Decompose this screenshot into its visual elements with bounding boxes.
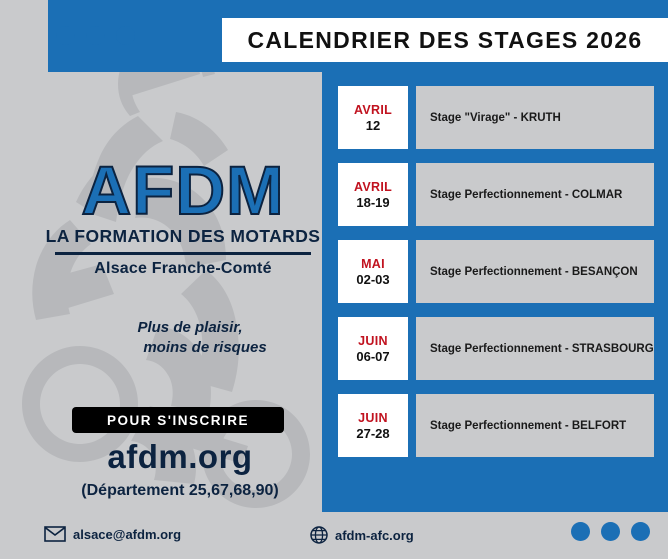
logo-tagline: LA FORMATION DES MOTARDS [45,225,321,246]
calendar-date [338,86,408,149]
page-title-text: CALENDRIER DES STAGES 2026 [247,26,643,53]
calendar-date [338,240,408,303]
calendar-event-label: Stage Perfectionnement - BELFORT [416,394,654,457]
top-left-grey-block [0,0,48,72]
dot [116,26,135,45]
calendar-day: 18-19 [356,194,390,210]
calendar-day: 02-03 [356,271,390,287]
footer [0,512,668,559]
register-badge-label: POUR S'INSCRIRE [107,412,249,428]
calendar-month: AVRIL [353,102,393,117]
logo-region: Alsace Franche-Comté [94,259,272,277]
calendar-month: AVRIL [353,179,393,194]
slogan [60,318,320,359]
calendar-row [338,240,654,303]
decorative-dots-top [56,26,135,45]
calendar-date [338,317,408,380]
calendar-month: MAI [361,256,385,271]
page-title [222,18,668,62]
dot [571,522,590,541]
dot [86,26,105,45]
dot [56,26,75,45]
footer-email-text: alsace@afdm.org [73,526,182,542]
footer-website[interactable] [310,526,414,544]
globe-icon [310,526,328,544]
calendar-day: 12 [365,117,381,133]
calendar-event-label: Stage Perfectionnement - BESANÇON [416,240,654,303]
calendar-date [338,163,408,226]
footer-website-text: afdm-afc.org [335,527,414,543]
dot [601,522,620,541]
logo-wordmark: AFDM [81,152,285,229]
calendar-list [338,86,654,471]
calendar-row [338,86,654,149]
envelope-icon [44,526,66,542]
calendar-row [338,317,654,380]
register-badge[interactable] [72,407,284,433]
slogan-line-1: Plus de plaisir, [137,319,243,336]
calendar-day: 27-28 [356,425,390,441]
footer-email[interactable] [44,526,181,542]
departments-note: (Département 25,67,68,90) [81,482,279,499]
dot [631,522,650,541]
calendar-date [338,394,408,457]
calendar-event-label: Stage Perfectionnement - STRASBOURG [416,317,654,380]
calendar-row [338,163,654,226]
calendar-row [338,394,654,457]
afdm-logo [38,152,328,278]
website-link[interactable]: afdm.org [107,438,253,475]
calendar-month: JUIN [358,333,388,348]
slogan-line-2: moins de risques [143,339,267,357]
calendar-event-label: Stage "Virage" - KRUTH [416,86,654,149]
decorative-dots-bottom [571,522,650,541]
calendar-day: 06-07 [356,348,390,364]
calendar-month: JUIN [358,410,388,425]
calendar-event-label: Stage Perfectionnement - COLMAR [416,163,654,226]
logo-divider [55,252,311,255]
